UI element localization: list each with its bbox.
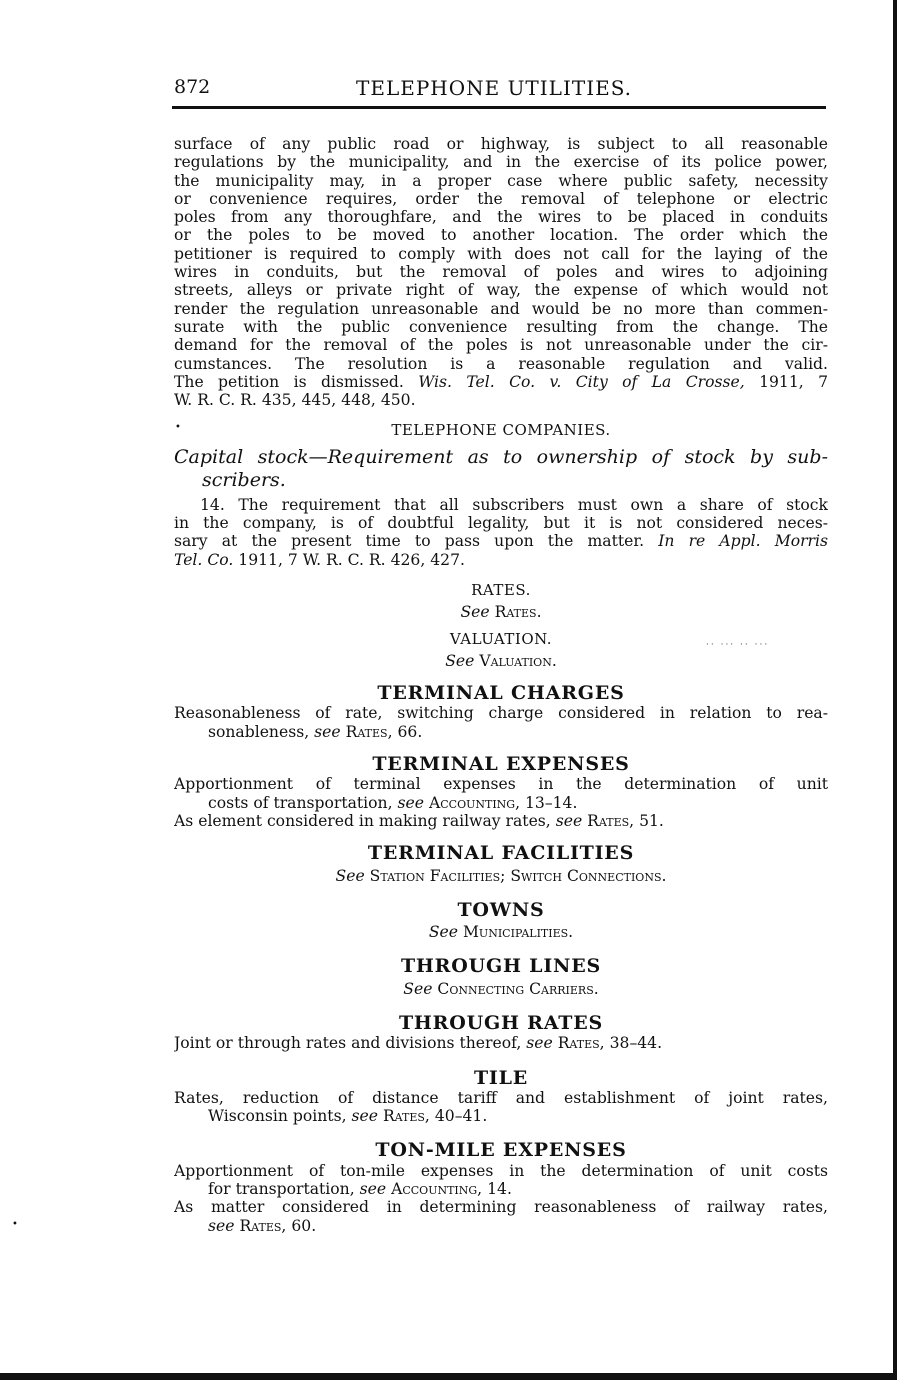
entry-heading-towns: TOWNS (457, 898, 545, 921)
reference-number: 60. (291, 1216, 317, 1235)
text-run: The petition is dismissed. (174, 372, 404, 391)
entry-terminal-expenses (174, 775, 828, 830)
text-line: petitioner is required to comply with does not call for the laying of the (174, 244, 828, 263)
topic-heading (174, 446, 828, 492)
cross-reference: Rates, (382, 1107, 430, 1126)
case-name: In re Appl. Morris (658, 532, 828, 551)
case-name: Tel. Co. (174, 550, 234, 569)
text-line: render the regulation unreasonable and would be no more than commen- (174, 299, 828, 318)
see-word: See (428, 923, 458, 942)
text-line (174, 532, 828, 550)
page-body (174, 133, 828, 1235)
text-line: Apportionment of ton-mile expenses in the determination of unit costs (174, 1161, 828, 1180)
text-line (174, 794, 828, 812)
ink-smudge: ·· ··· ·· ··· (706, 640, 770, 650)
cross-reference: Rates, (587, 811, 635, 830)
reference-number: 38–44. (609, 1034, 663, 1053)
cross-reference: Rates, (239, 1216, 287, 1235)
text-line: Reasonableness of rate, switching charge considered in relation to rea- (174, 704, 828, 723)
text-run: As element considered in making railway rates, (174, 811, 551, 830)
see-reference-valuation (174, 652, 828, 670)
text-line: or the poles to be moved to another location. The order which the (174, 226, 828, 245)
text-line: or convenience requires, order the removal of telephone or electric (174, 189, 828, 208)
see-reference-rates (174, 603, 828, 621)
see-word: See (335, 866, 365, 885)
text-line: cumstances. The resolution is a reasonable regulation and valid. (174, 354, 828, 373)
cross-reference: Accounting, (391, 1180, 483, 1199)
intro-paragraph (174, 135, 828, 409)
case-name: Wis. Tel. Co. v. City of La Crosse, (418, 372, 745, 391)
text-line: poles from any thoroughfare, and the wires to be placed in conduits (174, 208, 828, 227)
section-heading-rates: RATES. (471, 580, 531, 599)
reference-number: 51. (639, 811, 664, 830)
reference-number: 40–41. (434, 1107, 488, 1126)
reference-number: 66. (397, 722, 423, 741)
see-word: see (555, 811, 583, 830)
header-rule (172, 106, 826, 109)
see-word: see (351, 1107, 378, 1126)
see-word: see (359, 1180, 387, 1199)
entry-heading-tile: TILE (473, 1066, 529, 1089)
print-speck: • (12, 1219, 18, 1230)
text-line (174, 1180, 828, 1198)
text-run: Wisconsin points, (208, 1107, 347, 1126)
section-heading-valuation: VALUATION. (449, 629, 553, 648)
entry-terminal-charges (174, 704, 828, 741)
scan-edge-right (893, 0, 897, 1380)
see-reference-terminal-facilities (174, 867, 828, 885)
entry-heading-terminal-charges: TERMINAL CHARGES (377, 682, 625, 705)
cross-reference: Rates. (494, 603, 542, 622)
text-run: costs of transportation, (208, 793, 393, 812)
page-number: 872 (174, 76, 211, 98)
see-word: See (403, 979, 433, 998)
see-reference-through-lines (174, 980, 828, 998)
entry-heading-through-rates: THROUGH RATES (398, 1011, 604, 1034)
text-line: Rates, reduction of distance tariff and establishment of joint rates, (174, 1088, 828, 1107)
see-word: see (314, 722, 341, 741)
text-line (174, 1107, 828, 1125)
text-line: wires in conduits, but the removal of poles and wires to adjoining (174, 263, 828, 282)
see-word: see (526, 1034, 553, 1053)
page-header (174, 76, 824, 104)
print-speck: • (175, 422, 181, 433)
text-line (174, 551, 828, 569)
scan-edge-bottom (0, 1373, 897, 1380)
text-run: sary at the present time to pass upon the matter. (174, 532, 645, 551)
entry-ton-mile-expenses (174, 1162, 828, 1235)
text-line (174, 373, 828, 391)
text-run: Joint or through rates and divisions thereof, (174, 1034, 522, 1053)
see-word: See (460, 603, 490, 622)
section-heading-telephone-companies: TELEPHONE COMPANIES. (391, 421, 611, 440)
see-word: see (397, 793, 424, 812)
text-line (174, 1217, 828, 1235)
text-line (174, 1034, 828, 1052)
cross-reference: Accounting, (428, 793, 521, 812)
text-line: demand for the removal of the poles is not unreasonable under the cir- (174, 336, 828, 355)
entry-heading-through-lines: THROUGH LINES (400, 955, 601, 978)
text-run: 1911, 7 (759, 372, 828, 391)
reference-number: 13–14. (525, 793, 578, 812)
text-line: 14. The requirement that all subscribers must own a share of stock (200, 495, 828, 514)
entry-tile (174, 1089, 828, 1126)
topic-line: Capital stock—Requirement as to ownership of stock by sub- (174, 445, 828, 468)
running-title: TELEPHONE UTILITIES. (356, 76, 633, 100)
text-line: surate with the public convenience resulting from the change. The (174, 317, 828, 336)
cross-reference: Valuation. (479, 651, 557, 670)
cross-reference: Station Facilities; Switch Connections. (369, 866, 667, 885)
text-run: 1911, 7 W. R. C. R. 426, 427. (238, 550, 465, 569)
topic-line: scribers. (202, 468, 286, 491)
see-word: See (445, 651, 475, 670)
text-line (174, 812, 828, 830)
entry-heading-ton-mile-expenses: TON-MILE EXPENSES (375, 1139, 627, 1162)
see-reference-towns (174, 923, 828, 941)
entry-through-rates (174, 1034, 828, 1052)
telephone-companies-paragraph (174, 496, 828, 569)
text-line: streets, alleys or private right of way, the expense of which would not (174, 281, 828, 300)
text-line: Apportionment of terminal expenses in the determination of unit (174, 775, 828, 794)
entry-heading-terminal-expenses: TERMINAL EXPENSES (372, 753, 630, 776)
see-word: see (208, 1216, 235, 1235)
reference-number: 14. (487, 1180, 512, 1199)
citation-line: W. R. C. R. 435, 445, 448, 450. (174, 391, 416, 410)
entry-heading-terminal-facilities: TERMINAL FACILITIES (367, 842, 635, 865)
text-line: As matter considered in determining reasonableness of railway rates, (174, 1198, 828, 1217)
cross-reference: Rates, (557, 1034, 605, 1053)
text-line: surface of any public road or highway, is subject to all reasonable (174, 135, 828, 153)
text-run: sonableness, (208, 722, 310, 741)
cross-reference: Municipalities. (462, 923, 574, 942)
text-line: in the company, is of doubtful legality, but it is not considered neces- (174, 514, 828, 533)
cross-reference: Connecting Carriers. (437, 979, 599, 998)
text-line (174, 723, 828, 741)
text-line: regulations by the municipality, and in the exercise of its police power, (174, 153, 828, 172)
cross-reference: Rates, (345, 722, 393, 741)
text-line: the municipality may, in a proper case where public safety, necessity (174, 171, 828, 190)
text-run: for transportation, (208, 1180, 355, 1199)
